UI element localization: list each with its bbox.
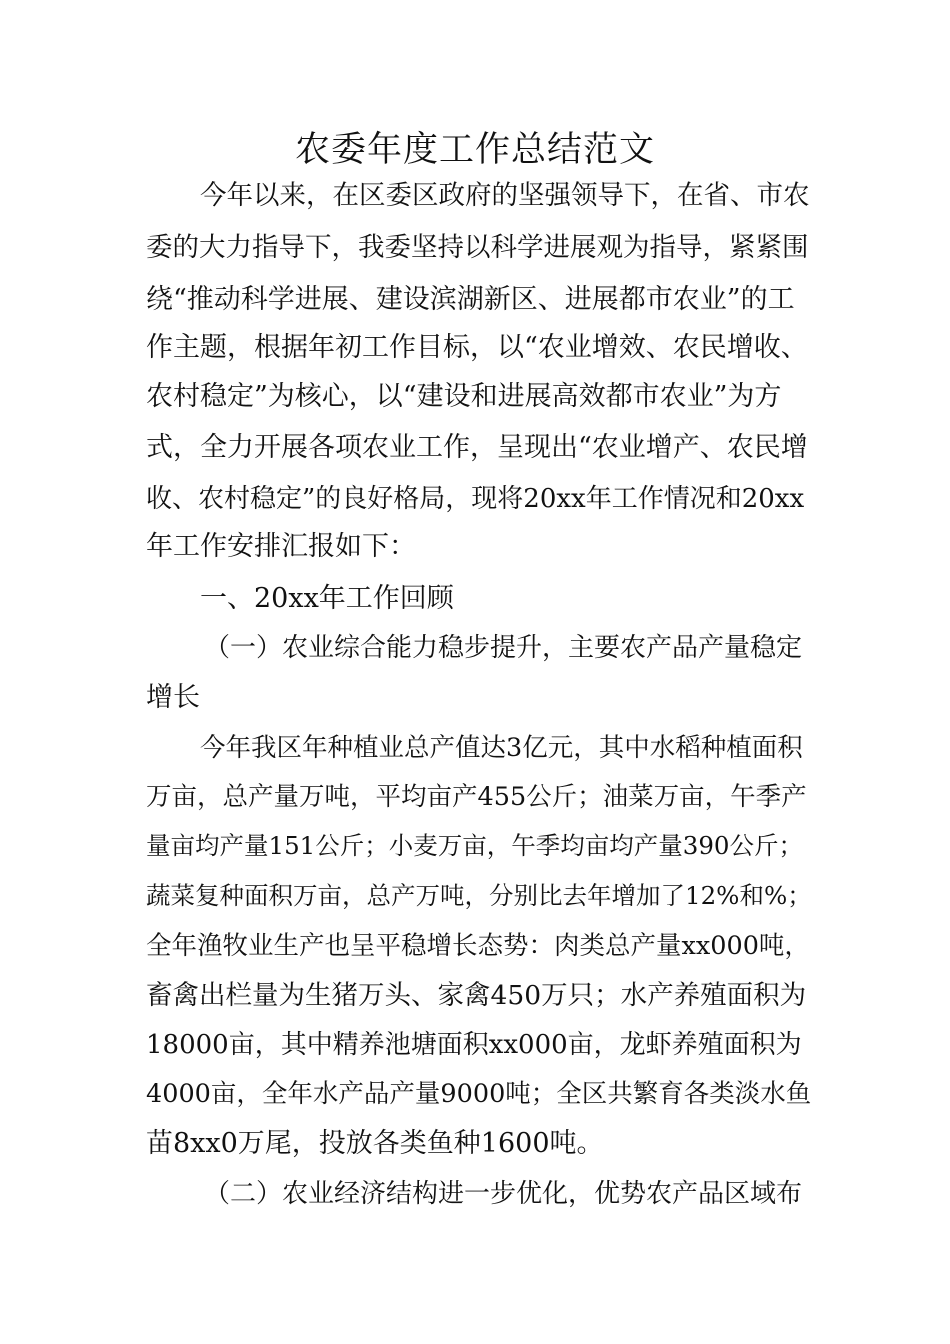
paragraph-1-line-7: 收、农村稳定”的良好格局，现将20xx年工作情况和20xx: [146, 484, 805, 514]
paragraph-1-line-2: 委的大力指导下，我委坚持以科学进展观为指导，紧紧围: [146, 232, 809, 263]
paragraph-2-line-9: 苗8xx0万尾，投放各类鱼种1600吨。: [146, 1128, 604, 1159]
paragraph-2-line-3: 量亩均产量151公斤；小麦万亩，午季均亩均产量390公斤；: [146, 831, 804, 860]
paragraph-2-line-6: 畜禽出栏量为生猪万头、家禽450万只；水产养殖面积为: [146, 980, 807, 1011]
paragraph-2-line-5: 全年渔牧业生产也呈平稳增长态势：肉类总产量xx000吨，: [146, 931, 810, 961]
paragraph-1-line-5: 农村稳定”为核心，以“建设和进展高效都市农业”为方: [146, 381, 782, 412]
paragraph-2-line-1: 今年我区年种植业总产值达3亿元，其中水稻种植面积: [200, 733, 803, 763]
paragraph-1-line-8: 年工作安排汇报如下：: [146, 531, 416, 562]
paragraph-1-line-3: 绕“推动科学进展、建设滨湖新区、进展都市农业”的工: [146, 284, 795, 315]
paragraph-1-line-6: 式，全力开展各项农业工作，呈现出“农业增产、农民增: [146, 432, 808, 463]
document-title: 农委年度工作总结范文: [294, 130, 655, 170]
paragraph-2-line-7: 18000亩，其中精养池塘面积xx000亩，龙虾养殖面积为: [146, 1030, 802, 1060]
paragraph-1-line-4: 作主题，根据年初工作目标，以“农业增效、农民增收、: [146, 332, 808, 363]
paragraph-2-line-2: 万亩，总产量万吨，平均亩产455公斤；油菜万亩，午季产: [146, 782, 807, 812]
paragraph-1-line-1: 今年以来，在区委区政府的坚强领导下，在省、市农: [200, 180, 810, 211]
subheading-1-line-2: 增长: [146, 682, 200, 713]
section-heading-1: 一、20xx年工作回顾: [200, 583, 454, 614]
paragraph-2-line-4: 蔬菜复种面积万亩，总产万吨，分别比去年增加了12%和%；: [146, 881, 812, 910]
paragraph-2-line-8: 4000亩，全年水产品产量9000吨；全区共繁育各类淡水鱼: [146, 1079, 812, 1109]
subheading-1-line-1: （一）农业综合能力稳步提升，主要农产品产量稳定: [204, 633, 803, 663]
subheading-2-line-1: （二）农业经济结构进一步优化，优势农产品区域布: [204, 1179, 803, 1209]
